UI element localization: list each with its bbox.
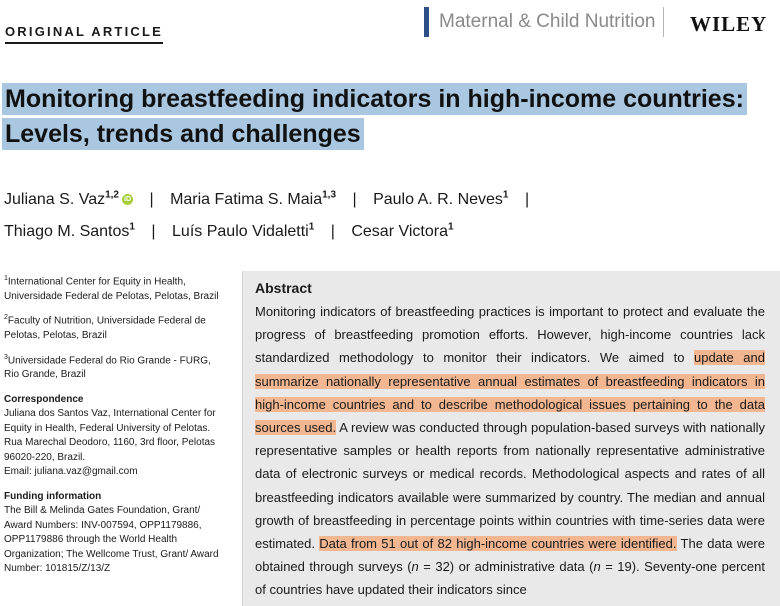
abstract-segment: A review was conducted through population-based surveys with nationally representative samples or health reports from nationally representative administrative data of electronic surveys or medical records. Methodological aspects and rates of all breastfeeding indicators available were summarized by country. The median and annual growth of breastfeeding in percentage points within countries with time-series data were estimated. xyxy=(255,420,766,552)
funding-text: The Bill & Melinda Gates Foundation, Grant/ Award Numbers: INV-007594, OPP1179886, OPP1179886 through the World Health Organization; The Wellcome Trust, Grant/ Award Number: 101815/Z/13/Z xyxy=(4,505,219,575)
abstract-segment: The data were obtained through surveys ( xyxy=(255,536,765,575)
author-separator: | xyxy=(330,222,335,240)
author-name[interactable] xyxy=(4,223,135,240)
affiliation-item xyxy=(4,272,224,304)
author-name[interactable] xyxy=(4,191,133,208)
affiliation-text: International Center for Equity in Health, Universidade Federal de Pelotas, Pelotas, Brazil xyxy=(4,276,219,302)
journal-divider xyxy=(663,7,664,37)
abstract-segment: Monitoring indicators of breastfeeding practices is important to protect and evaluate the progress of breastfeeding promotion efforts. However, high-income countries lack standardized methodology to monitor their indicators. We aimed to xyxy=(255,304,765,366)
journal-name: Maternal & Child Nutrition xyxy=(439,11,656,32)
affiliation-item xyxy=(4,311,224,343)
author-line-1 xyxy=(4,182,774,213)
author-line-2 xyxy=(4,213,774,244)
abstract-n-symbol: n xyxy=(411,559,419,575)
article-type-label: ORIGINAL ARTICLE xyxy=(5,24,163,44)
author-affiliation-ref: 1,3 xyxy=(322,190,337,201)
author-separator: | xyxy=(352,191,357,209)
abstract-segment: = 32) or administrative data ( xyxy=(418,559,594,575)
author-separator: | xyxy=(151,222,156,240)
author-name-text: Paulo A. R. Neves xyxy=(373,191,503,209)
title-line-1: Monitoring breastfeeding indicators in high-income countries: xyxy=(2,83,747,115)
correspondence-email[interactable]: Email: juliana.vaz@gmail.com xyxy=(4,466,138,478)
author-separator: | xyxy=(149,191,154,209)
title-line-2: Levels, trends and challenges xyxy=(2,118,364,150)
author-name-text: Juliana S. Vaz xyxy=(4,191,106,209)
author-name-text: Thiago M. Santos xyxy=(4,222,130,240)
correspondence-address: Juliana dos Santos Vaz, International Center for Equity in Health, Federal University of Pelotas. Rua Marechal Deodoro, 1160, 3rd floor, Pelotas 96020-220, Brazil. xyxy=(4,408,216,463)
author-name-text: Maria Fatima S. Maia xyxy=(170,191,323,209)
journal-logo-bar xyxy=(424,7,429,37)
author-affiliation-ref: 1 xyxy=(502,190,509,201)
affiliation-number: 3 xyxy=(4,353,8,361)
author-name-text: Luís Paulo Vidaletti xyxy=(172,222,309,240)
author-separator: | xyxy=(524,191,530,209)
affiliation-text: Universidade Federal do Rio Grande - FURG, Rio Grande, Brazil xyxy=(4,354,211,381)
author-affiliation-ref: 1 xyxy=(447,221,454,233)
funding-heading: Funding information xyxy=(4,490,102,502)
author-name[interactable] xyxy=(373,191,508,208)
author-name[interactable] xyxy=(172,223,314,240)
abstract-highlight-aim[interactable]: update and summarize nationally representative annual estimates of breastfeeding indicators in high-income countries and to describe methodological issues pertaining to the data sources used. xyxy=(255,350,765,436)
abstract-heading: Abstract xyxy=(255,280,312,296)
correspondence-text xyxy=(4,407,224,465)
abstract-text xyxy=(255,300,765,602)
affiliation-item xyxy=(4,351,224,383)
orcid-icon[interactable]: iD xyxy=(124,196,131,204)
author-name[interactable] xyxy=(170,191,336,208)
abstract-box xyxy=(242,271,780,606)
author-affiliation-ref: 1 xyxy=(308,221,315,233)
abstract-highlight-result[interactable]: Data from 51 out of 82 high-income countries were identified. xyxy=(319,536,677,552)
article-title xyxy=(2,82,772,152)
author-affiliation-ref: 1,2 xyxy=(105,190,119,201)
affiliation-number: 1 xyxy=(4,275,8,282)
abstract-n-symbol: n xyxy=(593,559,601,575)
affiliations-sidebar xyxy=(4,272,224,584)
publisher-logo[interactable]: WILEY xyxy=(690,12,768,36)
correspondence-heading: Correspondence xyxy=(4,393,84,405)
author-name[interactable] xyxy=(351,223,453,240)
author-affiliation-ref: 1 xyxy=(129,221,135,233)
journal-logo[interactable] xyxy=(424,7,674,37)
author-list xyxy=(4,182,774,245)
author-name-text: Cesar Victora xyxy=(351,222,448,240)
affiliation-number: 2 xyxy=(4,314,8,322)
abstract-segment: = 19). Seventy-one percent of countries have updated their indicators since xyxy=(255,559,765,598)
affiliation-text: Faculty of Nutrition, Universidade Federal de Pelotas, Pelotas, Brazil xyxy=(4,315,206,342)
